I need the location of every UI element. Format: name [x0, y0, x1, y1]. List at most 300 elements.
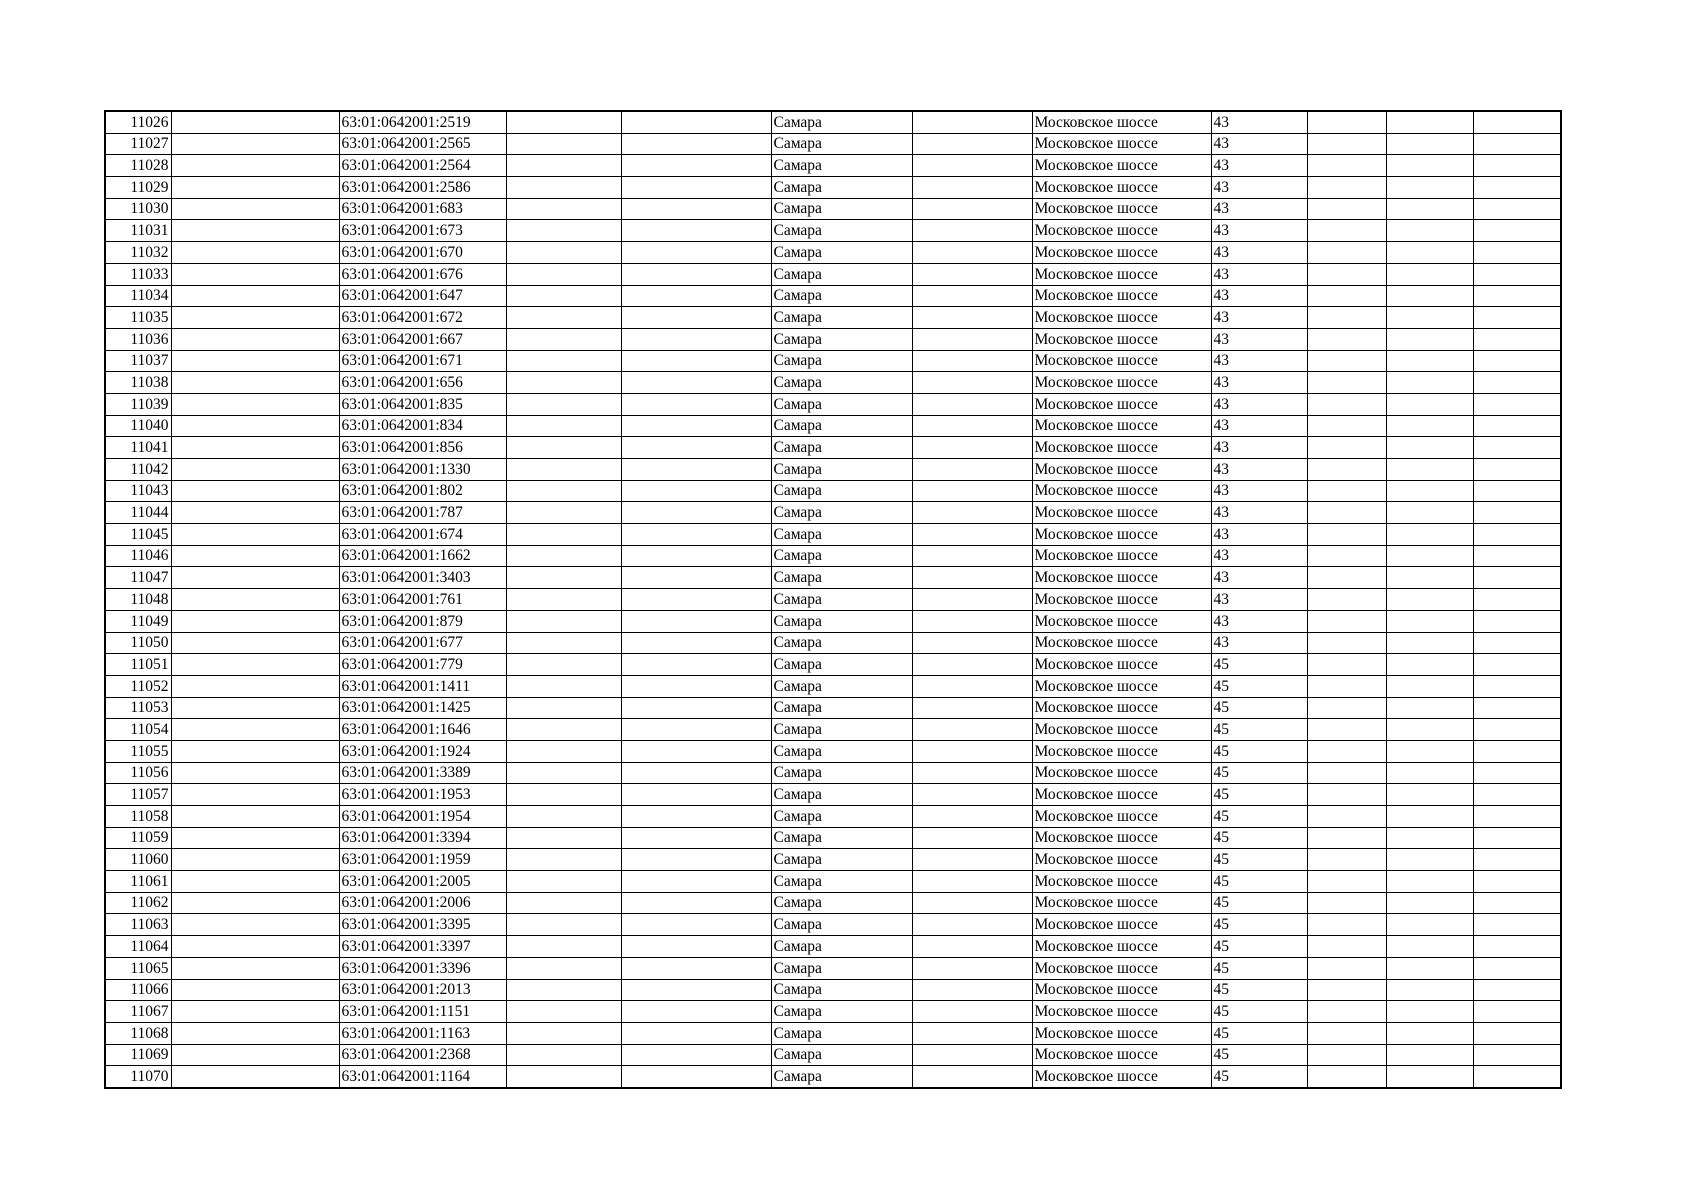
row-number-cell: 11040	[105, 415, 171, 437]
empty-cell	[912, 740, 1032, 762]
house-number-cell: 43	[1211, 437, 1307, 459]
house-number-cell: 45	[1211, 849, 1307, 871]
empty-cell	[506, 524, 621, 546]
empty-cell	[506, 328, 621, 350]
empty-cell	[1307, 610, 1386, 632]
table-row	[105, 806, 1561, 828]
empty-cell	[506, 133, 621, 155]
empty-cell	[1307, 263, 1386, 285]
empty-cell	[506, 1001, 621, 1023]
row-number-cell: 11053	[105, 697, 171, 719]
table-row	[105, 133, 1561, 155]
empty-cell	[621, 177, 771, 199]
empty-cell	[1307, 697, 1386, 719]
empty-cell	[506, 1044, 621, 1066]
table-row	[105, 285, 1561, 307]
empty-cell	[506, 155, 621, 177]
empty-cell	[171, 740, 339, 762]
empty-cell	[171, 459, 339, 481]
empty-cell	[1386, 827, 1473, 849]
empty-cell	[171, 632, 339, 654]
empty-cell	[1473, 784, 1561, 806]
empty-cell	[506, 632, 621, 654]
row-number-cell: 11069	[105, 1044, 171, 1066]
city-cell: Самара	[771, 372, 912, 394]
city-cell: Самара	[771, 177, 912, 199]
house-number-cell: 43	[1211, 242, 1307, 264]
empty-cell	[912, 242, 1032, 264]
empty-cell	[1386, 1044, 1473, 1066]
empty-cell	[1307, 719, 1386, 741]
empty-cell	[1473, 892, 1561, 914]
city-cell: Самара	[771, 936, 912, 958]
empty-cell	[171, 1022, 339, 1044]
empty-cell	[621, 610, 771, 632]
empty-cell	[171, 393, 339, 415]
table-row	[105, 155, 1561, 177]
empty-cell	[506, 719, 621, 741]
table-row	[105, 589, 1561, 611]
empty-cell	[1386, 1022, 1473, 1044]
empty-cell	[1473, 242, 1561, 264]
street-cell: Московское шоссе	[1032, 675, 1211, 697]
empty-cell	[171, 827, 339, 849]
street-cell: Московское шоссе	[1032, 307, 1211, 329]
house-number-cell: 45	[1211, 1066, 1307, 1088]
empty-cell	[912, 155, 1032, 177]
empty-cell	[1386, 350, 1473, 372]
city-cell: Самара	[771, 632, 912, 654]
cadastral-number-cell: 63:01:0642001:3403	[339, 567, 506, 589]
table-row	[105, 1044, 1561, 1066]
row-number-cell: 11063	[105, 914, 171, 936]
empty-cell	[912, 1001, 1032, 1023]
house-number-cell: 45	[1211, 654, 1307, 676]
empty-cell	[1386, 242, 1473, 264]
empty-cell	[171, 784, 339, 806]
table-row	[105, 697, 1561, 719]
street-cell: Московское шоссе	[1032, 1022, 1211, 1044]
empty-cell	[1473, 675, 1561, 697]
table-row	[105, 459, 1561, 481]
table-row	[105, 350, 1561, 372]
row-number-cell: 11048	[105, 589, 171, 611]
row-number-cell: 11047	[105, 567, 171, 589]
house-number-cell: 43	[1211, 589, 1307, 611]
house-number-cell: 45	[1211, 827, 1307, 849]
street-cell: Московское шоссе	[1032, 827, 1211, 849]
empty-cell	[1386, 328, 1473, 350]
house-number-cell: 43	[1211, 133, 1307, 155]
empty-cell	[1307, 1022, 1386, 1044]
empty-cell	[912, 1022, 1032, 1044]
empty-cell	[1473, 871, 1561, 893]
cadastral-number-cell: 63:01:0642001:3395	[339, 914, 506, 936]
empty-cell	[912, 198, 1032, 220]
cadastral-number-cell: 63:01:0642001:835	[339, 393, 506, 415]
city-cell: Самара	[771, 675, 912, 697]
empty-cell	[1307, 111, 1386, 133]
empty-cell	[1307, 372, 1386, 394]
cadastral-number-cell: 63:01:0642001:1924	[339, 740, 506, 762]
empty-cell	[1386, 740, 1473, 762]
empty-cell	[1473, 827, 1561, 849]
empty-cell	[506, 740, 621, 762]
row-number-cell: 11059	[105, 827, 171, 849]
empty-cell	[1307, 480, 1386, 502]
house-number-cell: 45	[1211, 936, 1307, 958]
city-cell: Самара	[771, 762, 912, 784]
empty-cell	[1473, 328, 1561, 350]
table-row	[105, 415, 1561, 437]
empty-cell	[1386, 1066, 1473, 1088]
row-number-cell: 11039	[105, 393, 171, 415]
cadastral-number-cell: 63:01:0642001:671	[339, 350, 506, 372]
row-number-cell: 11030	[105, 198, 171, 220]
empty-cell	[1386, 545, 1473, 567]
cadastral-number-cell: 63:01:0642001:1959	[339, 849, 506, 871]
empty-cell	[171, 654, 339, 676]
empty-cell	[621, 133, 771, 155]
empty-cell	[1473, 957, 1561, 979]
empty-cell	[912, 177, 1032, 199]
row-number-cell: 11062	[105, 892, 171, 914]
cadastral-number-cell: 63:01:0642001:1330	[339, 459, 506, 481]
table-row	[105, 871, 1561, 893]
house-number-cell: 43	[1211, 415, 1307, 437]
empty-cell	[171, 350, 339, 372]
table-row	[105, 307, 1561, 329]
empty-cell	[171, 133, 339, 155]
empty-cell	[621, 892, 771, 914]
city-cell: Самара	[771, 524, 912, 546]
empty-cell	[621, 502, 771, 524]
empty-cell	[621, 871, 771, 893]
empty-cell	[506, 502, 621, 524]
empty-cell	[1386, 957, 1473, 979]
empty-cell	[1307, 762, 1386, 784]
city-cell: Самара	[771, 849, 912, 871]
empty-cell	[1473, 393, 1561, 415]
empty-cell	[1386, 654, 1473, 676]
house-number-cell: 45	[1211, 979, 1307, 1001]
city-cell: Самара	[771, 459, 912, 481]
empty-cell	[621, 806, 771, 828]
empty-cell	[912, 979, 1032, 1001]
empty-cell	[1307, 133, 1386, 155]
house-number-cell: 45	[1211, 675, 1307, 697]
empty-cell	[1307, 459, 1386, 481]
empty-cell	[171, 307, 339, 329]
empty-cell	[1473, 220, 1561, 242]
house-number-cell: 43	[1211, 177, 1307, 199]
empty-cell	[171, 502, 339, 524]
city-cell: Самара	[771, 545, 912, 567]
row-number-cell: 11026	[105, 111, 171, 133]
house-number-cell: 45	[1211, 892, 1307, 914]
empty-cell	[171, 806, 339, 828]
empty-cell	[1307, 871, 1386, 893]
house-number-cell: 45	[1211, 806, 1307, 828]
row-number-cell: 11042	[105, 459, 171, 481]
table-row	[105, 719, 1561, 741]
empty-cell	[621, 285, 771, 307]
empty-cell	[912, 719, 1032, 741]
empty-cell	[912, 806, 1032, 828]
cadastral-number-cell: 63:01:0642001:856	[339, 437, 506, 459]
empty-cell	[912, 827, 1032, 849]
cadastral-number-cell: 63:01:0642001:2006	[339, 892, 506, 914]
empty-cell	[912, 133, 1032, 155]
empty-cell	[1473, 350, 1561, 372]
street-cell: Московское шоссе	[1032, 198, 1211, 220]
empty-cell	[1307, 393, 1386, 415]
row-number-cell: 11061	[105, 871, 171, 893]
empty-cell	[171, 979, 339, 1001]
house-number-cell: 45	[1211, 871, 1307, 893]
city-cell: Самара	[771, 914, 912, 936]
empty-cell	[506, 285, 621, 307]
row-number-cell: 11027	[105, 133, 171, 155]
table-row	[105, 437, 1561, 459]
cadastral-number-cell: 63:01:0642001:2013	[339, 979, 506, 1001]
street-cell: Московское шоссе	[1032, 1044, 1211, 1066]
cadastral-number-cell: 63:01:0642001:2565	[339, 133, 506, 155]
row-number-cell: 11032	[105, 242, 171, 264]
empty-cell	[621, 415, 771, 437]
house-number-cell: 43	[1211, 502, 1307, 524]
cadastral-number-cell: 63:01:0642001:2005	[339, 871, 506, 893]
table-row	[105, 567, 1561, 589]
empty-cell	[506, 415, 621, 437]
street-cell: Московское шоссе	[1032, 740, 1211, 762]
empty-cell	[506, 784, 621, 806]
empty-cell	[171, 936, 339, 958]
empty-cell	[1473, 762, 1561, 784]
empty-cell	[1473, 502, 1561, 524]
house-number-cell: 45	[1211, 740, 1307, 762]
empty-cell	[1473, 567, 1561, 589]
empty-cell	[621, 589, 771, 611]
city-cell: Самара	[771, 1022, 912, 1044]
empty-cell	[621, 1001, 771, 1023]
empty-cell	[1473, 632, 1561, 654]
empty-cell	[1473, 263, 1561, 285]
table-row	[105, 957, 1561, 979]
empty-cell	[912, 567, 1032, 589]
empty-cell	[912, 480, 1032, 502]
cadastral-number-cell: 63:01:0642001:1662	[339, 545, 506, 567]
table-row	[105, 762, 1561, 784]
city-cell: Самара	[771, 740, 912, 762]
street-cell: Московское шоссе	[1032, 1066, 1211, 1088]
empty-cell	[506, 1022, 621, 1044]
empty-cell	[506, 567, 621, 589]
row-number-cell: 11031	[105, 220, 171, 242]
house-number-cell: 45	[1211, 1001, 1307, 1023]
city-cell: Самара	[771, 719, 912, 741]
house-number-cell: 43	[1211, 480, 1307, 502]
street-cell: Московское шоссе	[1032, 263, 1211, 285]
table-row	[105, 263, 1561, 285]
empty-cell	[912, 784, 1032, 806]
house-number-cell: 45	[1211, 762, 1307, 784]
empty-cell	[171, 372, 339, 394]
empty-cell	[171, 177, 339, 199]
empty-cell	[1307, 892, 1386, 914]
empty-cell	[912, 545, 1032, 567]
street-cell: Московское шоссе	[1032, 697, 1211, 719]
city-cell: Самара	[771, 654, 912, 676]
empty-cell	[1473, 1001, 1561, 1023]
city-cell: Самара	[771, 437, 912, 459]
empty-cell	[621, 567, 771, 589]
cadastral-number-cell: 63:01:0642001:677	[339, 632, 506, 654]
empty-cell	[1386, 892, 1473, 914]
row-number-cell: 11035	[105, 307, 171, 329]
empty-cell	[506, 675, 621, 697]
empty-cell	[912, 849, 1032, 871]
empty-cell	[621, 242, 771, 264]
empty-cell	[171, 892, 339, 914]
house-number-cell: 45	[1211, 1022, 1307, 1044]
empty-cell	[621, 307, 771, 329]
street-cell: Московское шоссе	[1032, 1001, 1211, 1023]
empty-cell	[912, 372, 1032, 394]
empty-cell	[1386, 393, 1473, 415]
row-number-cell: 11052	[105, 675, 171, 697]
street-cell: Московское шоссе	[1032, 871, 1211, 893]
empty-cell	[1473, 849, 1561, 871]
empty-cell	[1307, 1066, 1386, 1088]
empty-cell	[506, 936, 621, 958]
empty-cell	[912, 871, 1032, 893]
empty-cell	[1473, 459, 1561, 481]
cadastral-number-cell: 63:01:0642001:2586	[339, 177, 506, 199]
street-cell: Московское шоссе	[1032, 589, 1211, 611]
empty-cell	[621, 632, 771, 654]
empty-cell	[506, 307, 621, 329]
street-cell: Московское шоссе	[1032, 654, 1211, 676]
street-cell: Московское шоссе	[1032, 914, 1211, 936]
cadastral-number-cell: 63:01:0642001:802	[339, 480, 506, 502]
empty-cell	[1386, 784, 1473, 806]
empty-cell	[621, 328, 771, 350]
table-row	[105, 328, 1561, 350]
empty-cell	[912, 263, 1032, 285]
empty-cell	[1386, 372, 1473, 394]
empty-cell	[1307, 350, 1386, 372]
city-cell: Самара	[771, 892, 912, 914]
empty-cell	[621, 1022, 771, 1044]
empty-cell	[1473, 545, 1561, 567]
city-cell: Самара	[771, 285, 912, 307]
row-number-cell: 11067	[105, 1001, 171, 1023]
street-cell: Московское шоссе	[1032, 220, 1211, 242]
empty-cell	[912, 437, 1032, 459]
city-cell: Самара	[771, 415, 912, 437]
house-number-cell: 45	[1211, 719, 1307, 741]
city-cell: Самара	[771, 784, 912, 806]
street-cell: Московское шоссе	[1032, 372, 1211, 394]
empty-cell	[1307, 806, 1386, 828]
street-cell: Московское шоссе	[1032, 480, 1211, 502]
empty-cell	[506, 957, 621, 979]
street-cell: Московское шоссе	[1032, 632, 1211, 654]
empty-cell	[506, 979, 621, 1001]
row-number-cell: 11065	[105, 957, 171, 979]
city-cell: Самара	[771, 155, 912, 177]
empty-cell	[621, 957, 771, 979]
cadastral-number-cell: 63:01:0642001:676	[339, 263, 506, 285]
empty-cell	[171, 1044, 339, 1066]
table-row	[105, 220, 1561, 242]
empty-cell	[912, 350, 1032, 372]
table-row	[105, 892, 1561, 914]
cadastral-number-cell: 63:01:0642001:3397	[339, 936, 506, 958]
city-cell: Самара	[771, 697, 912, 719]
empty-cell	[1473, 111, 1561, 133]
empty-cell	[912, 285, 1032, 307]
empty-cell	[1307, 675, 1386, 697]
cadastral-number-cell: 63:01:0642001:1954	[339, 806, 506, 828]
empty-cell	[506, 242, 621, 264]
street-cell: Московское шоссе	[1032, 133, 1211, 155]
empty-cell	[621, 393, 771, 415]
empty-cell	[1307, 198, 1386, 220]
empty-cell	[621, 545, 771, 567]
row-number-cell: 11054	[105, 719, 171, 741]
cadastral-number-cell: 63:01:0642001:2564	[339, 155, 506, 177]
empty-cell	[1473, 198, 1561, 220]
empty-cell	[1386, 610, 1473, 632]
empty-cell	[912, 111, 1032, 133]
cadastral-number-cell: 63:01:0642001:647	[339, 285, 506, 307]
row-number-cell: 11041	[105, 437, 171, 459]
row-number-cell: 11034	[105, 285, 171, 307]
empty-cell	[621, 979, 771, 1001]
city-cell: Самара	[771, 307, 912, 329]
empty-cell	[1307, 242, 1386, 264]
empty-cell	[1473, 480, 1561, 502]
empty-cell	[1307, 437, 1386, 459]
empty-cell	[1386, 263, 1473, 285]
city-cell: Самара	[771, 263, 912, 285]
house-number-cell: 43	[1211, 567, 1307, 589]
row-number-cell: 11070	[105, 1066, 171, 1088]
row-number-cell: 11049	[105, 610, 171, 632]
cadastral-number-cell: 63:01:0642001:670	[339, 242, 506, 264]
empty-cell	[1307, 328, 1386, 350]
empty-cell	[506, 263, 621, 285]
empty-cell	[506, 654, 621, 676]
empty-cell	[506, 220, 621, 242]
empty-cell	[1307, 589, 1386, 611]
empty-cell	[1386, 675, 1473, 697]
empty-cell	[1307, 654, 1386, 676]
empty-cell	[1386, 177, 1473, 199]
cadastral-number-cell: 63:01:0642001:1646	[339, 719, 506, 741]
empty-cell	[171, 957, 339, 979]
empty-cell	[506, 806, 621, 828]
city-cell: Самара	[771, 871, 912, 893]
empty-cell	[1386, 502, 1473, 524]
empty-cell	[1386, 415, 1473, 437]
empty-cell	[506, 372, 621, 394]
empty-cell	[1386, 111, 1473, 133]
empty-cell	[1473, 589, 1561, 611]
street-cell: Московское шоссе	[1032, 111, 1211, 133]
